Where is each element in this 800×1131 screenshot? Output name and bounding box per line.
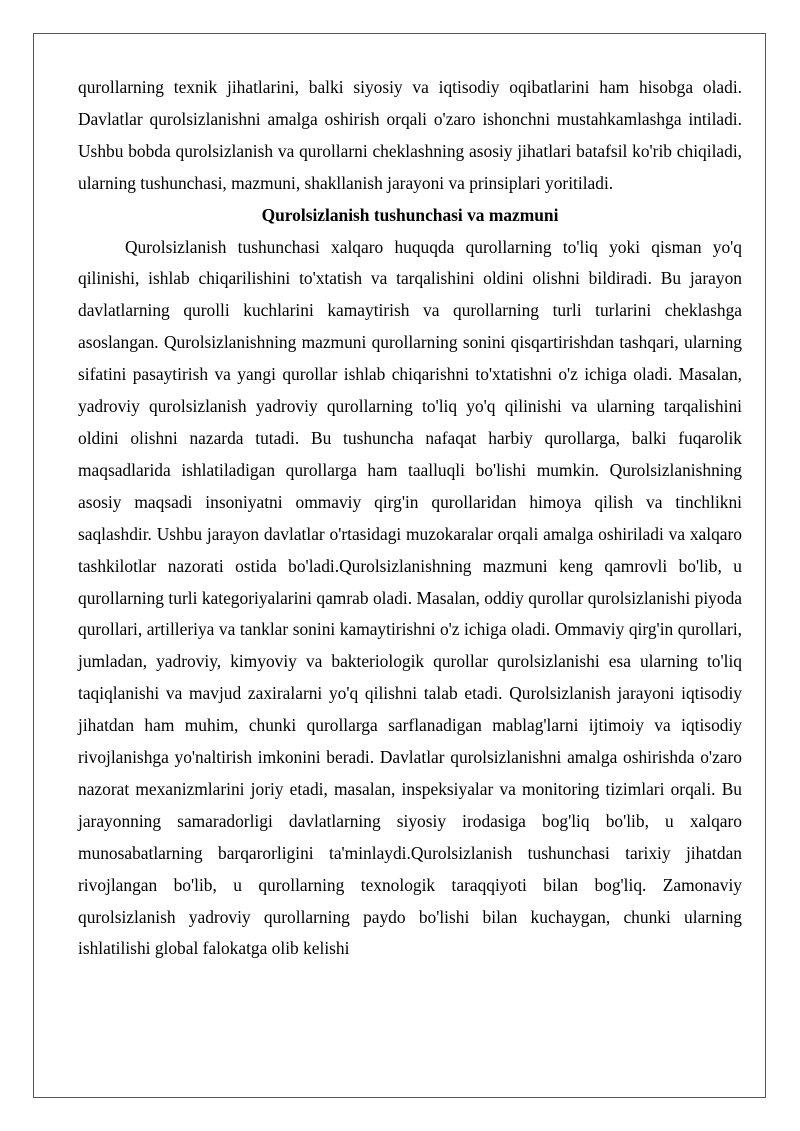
section-heading: Qurolsizlanish tushunchasi va mazmuni [261,204,559,225]
document-body [78,72,742,965]
intro-paragraph: qurollarning texnik jihatlarini, balki siyosiy va iqtisodiy oqibatlarini ham hisobga oladi. Davlatlar qurolsizlanishni amalga oshirish orqali o'zaro ishonchni mustahkamlashga intiladi. Ushbu bobda qurolsizlanish va qurollarni cheklashning asosiy jihatlari batafsil ko'rib chiqiladi, ularning tushunchasi, mazmuni, shakllanish jarayoni va prinsiplari yoritiladi. [78,77,742,193]
main-paragraph: Qurolsizlanish tushunchasi xalqaro huquqda qurollarning to'liq yoki qisman yo'q qilinishi, ishlab chiqarilishini to'xtatish va tarqalishini oldini olishni bildiradi. Bu jarayon davlatlarning qurolli kuchlarini kamaytirish va qurollarning turli turlarini cheklashga asoslangan. Qurolsizlanishning mazmuni qurollarning sonini qisqartirishdan tashqari, ularning sifatini pasaytirish va yangi qurollar ishlab chiqarishni to'xtatishni o'z ichiga oladi. Masalan, yadroviy qurolsizlanish yadroviy qurollarning to'liq yo'q qilinishi va ularning tarqalishini oldini olishni nazarda tutadi. Bu tushuncha nafaqat harbiy qurollarga, balki fuqarolik maqsadlarida ishlatiladigan qurollarga ham taalluqli bo'lishi mumkin. Qurolsizlanishning asosiy maqsadi insoniyatni ommaviy qirg'in qurollaridan himoya qilish va tinchlikni saqlashdir. Ushbu jarayon davlatlar o'rtasidagi muzokaralar orqali amalga oshiriladi va xalqaro tashkilotlar nazorati ostida bo'ladi.Qurolsizlanishning mazmuni keng qamrovli bo'lib, u qurollarning turli kategoriyalarini qamrab oladi. Masalan, oddiy qurollar qurolsizlanishi piyoda qurollari, artilleriya va tanklar sonini kamaytirishni o'z ichiga oladi. Ommaviy qirg'in qurollari, jumladan, yadroviy, kimyoviy va bakteriologik qurollar qurolsizlanishi esa ularning to'liq taqiqlanishi va mavjud zaxiralarni yo'q qilishni talab etadi. Qurolsizlanish jarayoni iqtisodiy jihatdan ham muhim, chunki qurollarga sarflanadigan mablag'larni ijtimoiy va iqtisodiy rivojlanishga yo'naltirish imkonini beradi. Davlatlar qurolsizlanishni amalga oshirishda o'zaro nazorat mexanizmlarini joriy etadi, masalan, inspeksiyalar va monitoring tizimlari orqali. Bu jarayonning samaradorligi davlatlarning siyosiy irodasiga bog'liq bo'lib, u xalqaro munosabatlarning barqarorligini ta'minlaydi.Qurolsizlanish tushunchasi tarixiy jihatdan rivojlangan bo'lib, u qurollarning texnologik taraqqiyoti bilan bog'liq. Zamonaviy qurolsizlanish yadroviy qurollarning paydo bo'lishi bilan kuchaygan, chunki ularning ishlatilishi global falokatga olib kelishi [78,236,742,959]
